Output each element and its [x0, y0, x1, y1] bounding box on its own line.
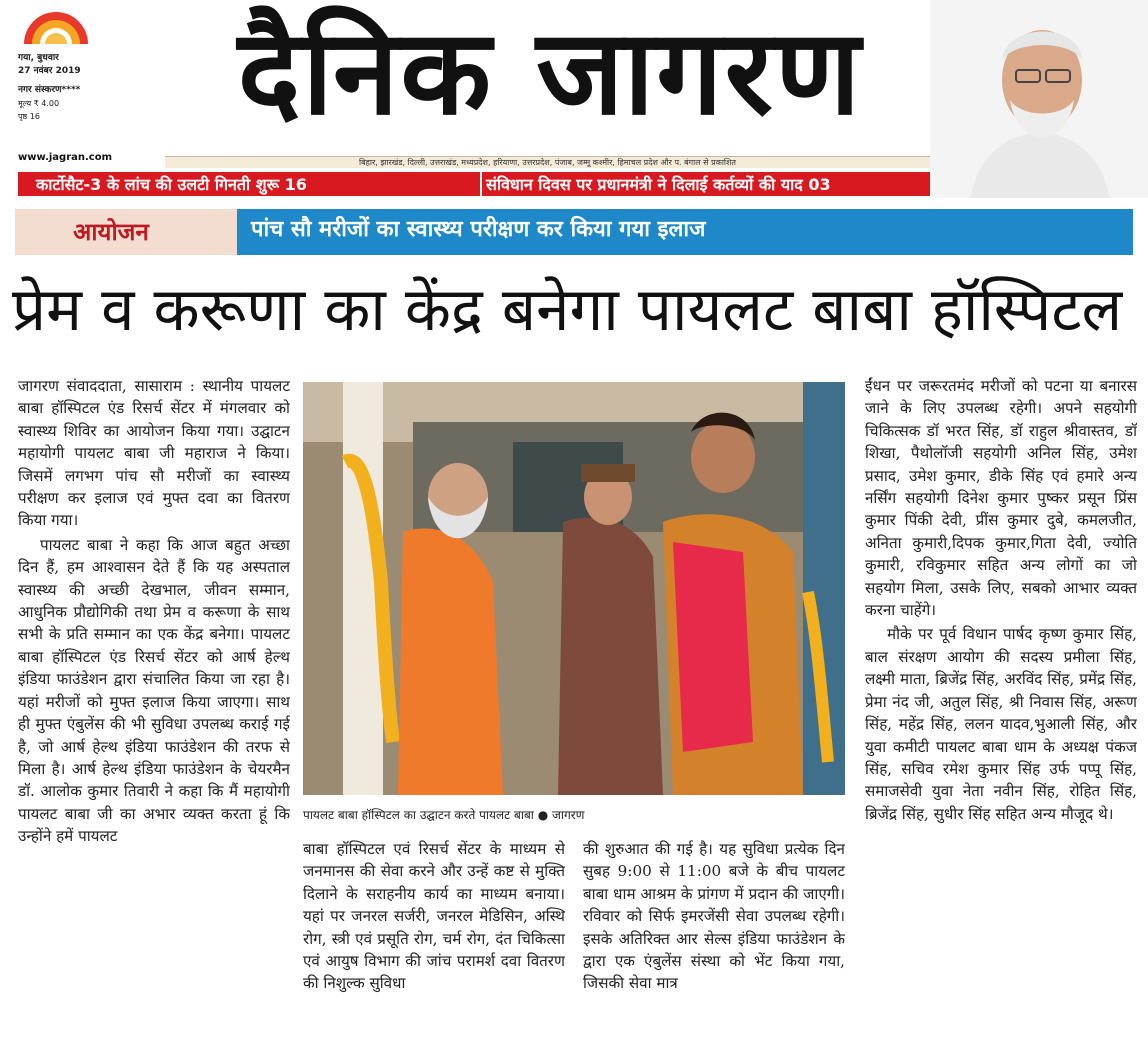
- ticker-bar: [18, 172, 930, 196]
- portrait-photo: [930, 0, 1148, 198]
- ticker-separator: [480, 172, 482, 196]
- article-paragraph: मौके पर पूर्व विधान पार्षद कृष्ण कुमार सिंह, बाल संरक्षण आयोग की सदस्य प्रमीला सिंह, लक्ष्मी माता, ब्रिजेंद्र सिंह, अरविंद सिंह, प्रमेंद्र सिंह, प्रेमा नंद जी, अतुल सिंह, श्री निवास सिंह, अरूण सिंह, महेंद्र सिंह, ललन यादव,भुआली सिंह, और युवा कमीटी पायलट बाबा धाम के अध्यक्ष पंकज सिंह, सचिव रमेश कुमार सिंह उर्फ पप्पू सिंह, समाजसेवी युवा नेता नवीन सिंह, रोहित सिंह, ब्रिजेंद्र सिंह, सुधीर सिंह सहित अन्य मौजूद थे।: [865, 625, 1137, 823]
- price: मूल्य ₹ 4.00: [18, 99, 60, 108]
- edition-meta: [18, 52, 128, 123]
- article-column-1: [18, 375, 290, 1061]
- newspaper-title: दैनिक जागरण: [237, 3, 863, 141]
- editions-line: बिहार, झारखंड, दिल्ली, उत्तराखंड, मध्यप्रदेश, हरियाणा, उत्तरप्रदेश, पंजाब, जम्मू कश्मीर, हिमाचल प्रदेश और प. बंगाल से प्रकाशित: [165, 156, 930, 168]
- ticker-right[interactable]: संविधान दिवस पर प्रधानमंत्री ने दिलाई कर्तव्यों की याद 03: [486, 175, 831, 194]
- main-headline: प्रेम व करूणा का केंद्र बनेगा पायलट बाबा हॉस्पिटल: [12, 275, 1123, 345]
- website-link[interactable]: www.jagran.com: [18, 152, 113, 163]
- issue-date: 27 नवंबर 2019: [18, 66, 81, 76]
- article-paragraph: पायलट बाबा ने कहा कि आज बहुत अच्छा दिन हैं, हम आश्वासन देते हैं कि यह अस्पताल स्वास्थ्य की अच्छी देखभाल, जीवन सम्मान, आधुनिक प्रौद्योगिकी तथा प्रेम व करूणा के साथ सभी के प्रति सम्मान का एक केंद्र बनेगा। पायलट बाबा हॉस्पिटल एंड रिसर्च सेंटर को आर्ष हेल्थ इंडिया फाउंडेशन द्वारा संचालित किया जा रहा है। यहां मरीजों को मुफ्त इलाज किया जाएगा। साथ ही मुफ्त एंबुलेंस की भी सुविधा उपलब्ध कराई गई है, जो आर्ष हेल्थ इंडिया फाउंडेशन की तरफ से मिला है। आर्ष हेल्थ इंडिया फाउंडेशन के चेयरमैन डॉ. आलोक कुमार तिवारी ने कहा कि मैं महायोगी पायलट बाबा जी का अभार व्यक्त करता हूं कि उन्होंने हमें पायलट: [18, 535, 290, 846]
- masthead: [0, 0, 1148, 200]
- article-column-4: [865, 375, 1137, 1061]
- sun-logo-icon: [18, 6, 94, 46]
- event-photo: [303, 382, 845, 795]
- article-column-3: [583, 838, 845, 1061]
- page-count: पृष्ठ 16: [18, 112, 40, 121]
- ticker-left[interactable]: कार्टोसैट-3 के लांच की उलटी गिनती शुरू 16: [36, 175, 307, 194]
- section-strip: [15, 209, 1133, 255]
- photo-caption: पायलट बाबा हॉस्पिटल का उद्घाटन करते पायलट बाबा ● जागरण: [303, 808, 585, 822]
- article-paragraph: बाबा हॉस्पिटल एवं रिसर्च सेंटर के माध्यम से जनमानस की सेवा करने और उन्हें कष्ट से मुक्ति दिलाने के सराहनीय कार्य का माध्यम बनाया। यहां पर जनरल सर्जरी, जनरल मेडिसिन, अस्थि रोग, स्त्री एवं प्रसूति रोग, चर्म रोग, दंत चिकित्सा एवं आयुष विभाग की जांच परामर्श दवा वितरण की निशुल्क सुविधा: [303, 840, 565, 993]
- section-tag: आयोजन: [15, 209, 237, 255]
- edition-name: नगर संस्करण****: [18, 85, 81, 95]
- article-column-2: [303, 838, 565, 1061]
- article-paragraph: जागरण संवाददाता, सासाराम : स्थानीय पायलट बाबा हॉस्पिटल एंड रिसर्च सेंटर में मंगलवार को स्वास्थ्य शिविर का आयोजन किया गया। उद्घाटन महायोगी पायलट बाबा जी महाराज ने किया। जिसमें लगभग पांच सौ मरीजों का स्वास्थ्य परीक्षण कर इलाज एवं मुफ्त दवा का वितरण किया गया।: [18, 377, 290, 530]
- kicker-headline: पांच सौ मरीजों का स्वास्थ्य परीक्षण कर किया गया इलाज: [237, 209, 1133, 255]
- article-paragraph: ईंधन पर जरूरतमंद मरीजों को पटना या बनारस जाने के लिए उपलब्ध रहेगी। अपने सहयोगी चिकित्सक डॉ भरत सिंह, डॉ राहुल श्रीवास्तव, डॉ शिखा, पैथोलॉजी सहयोगी अनिल सिंह, उमेश प्रसाद, उमेश कुमार, डीके सिंह एवं हमारे अन्य नर्सिंग सहयोगी दिनेश कुमार पुष्कर प्रसून प्रिंस कुमार पिंकी देवी, प्रींस कुमार दुबे, कमलजीत, अनिता कुमारी,दिपक कुमार,गिता देवी, ज्योति कुमारी, रविकुमार सहित अन्य लोगों का जो सहयोग मिला, उसके लिए, सबको आभार व्यक्त करना चाहेंगे।: [865, 377, 1137, 620]
- place-day: गया, बुधवार: [18, 53, 59, 63]
- article-paragraph: की शुरुआत की गई है। यह सुविधा प्रत्येक दिन सुबह 9:00 से 11:00 बजे के बीच पायलट बाबा धाम आश्रम के प्रांगण में प्रदान की जाएगी। रविवार को सिर्फ इमरजेंसी सेवा उपलब्ध रहेगी। इसके अतिरिक्त आर सेल्स इंडिया फाउंडेशन के द्वारा एक एंबुलेंस संस्था को भेंट किया गया, जिसकी सेवा मात्र: [583, 840, 845, 993]
